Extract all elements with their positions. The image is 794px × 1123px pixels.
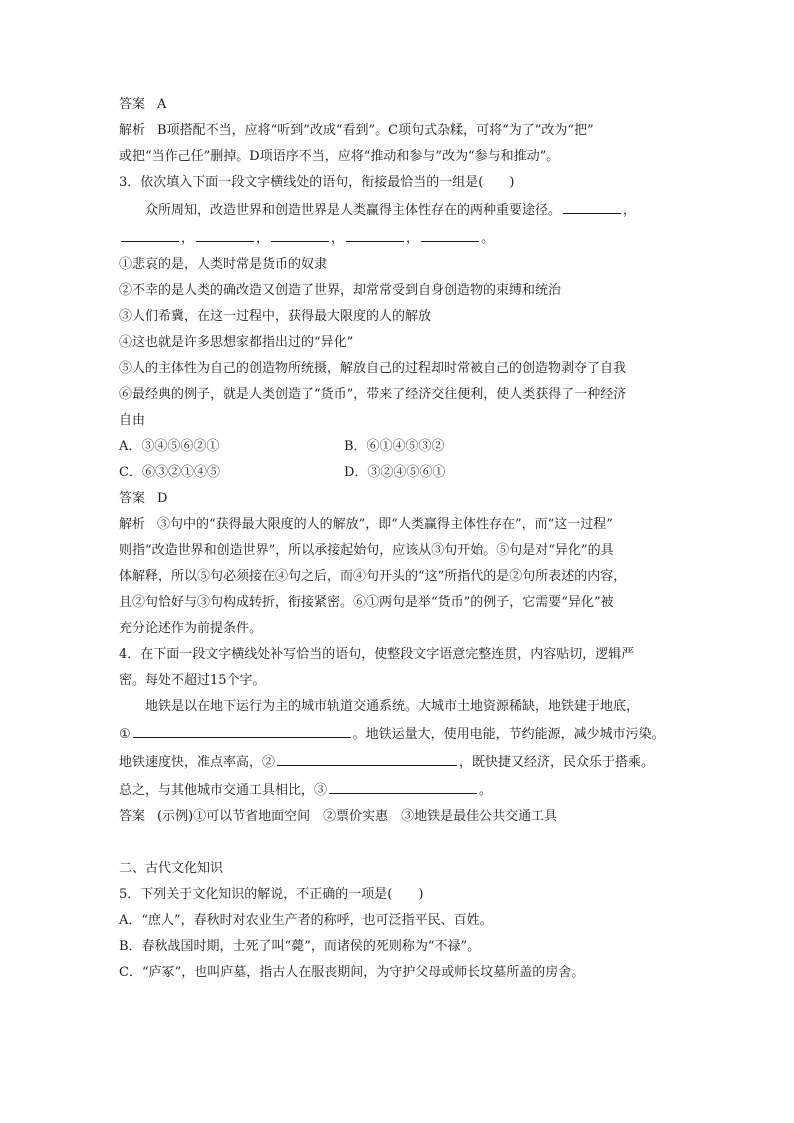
blank-2 bbox=[277, 748, 457, 766]
section-title: 二、古代文化知识 bbox=[119, 861, 224, 876]
q3-option-b: B．⑥①④⑤③② bbox=[344, 439, 445, 454]
q3-answer: 答案 D bbox=[119, 491, 168, 506]
blank-1 bbox=[133, 720, 351, 738]
blank bbox=[271, 224, 329, 242]
q5-stem: 5．下列关于文化知识的解说，不正确的一项是( ) bbox=[119, 887, 424, 902]
blank bbox=[421, 224, 479, 242]
q4-passage-line2: ① 。地铁运量大，使用电能，节约能源，减少城市污染。 bbox=[119, 720, 679, 748]
q4-stem-line1: 4．在下面一段文字横线处补写恰当的语句，使整段文字语意完整连贯，内容贴切，逻辑严 bbox=[119, 647, 635, 662]
q3-item-6: ⑥最经典的例子，就是人类创造了“货币”，带来了经济交往便利，使人类获得了一种经济 bbox=[119, 387, 627, 402]
document-page bbox=[119, 92, 679, 986]
q5-option-c: C．“庐冢”，也叫庐墓，指古人在服丧期间，为守护父母或师长坟墓所盖的房舍。 bbox=[119, 965, 585, 980]
q3-passage: 众所周知，改造世界和创造世界是人类赢得主体性存在的两种重要途径。 ， bbox=[119, 196, 679, 224]
q3-item-4: ④这也就是许多思想家都指出过的“异化” bbox=[119, 335, 354, 350]
q3-item-1: ①悲哀的是，人类时常是货币的奴隶 bbox=[119, 257, 328, 272]
q2-analysis-line1: 解析 B项搭配不当，应将“听到”改成“看到”。C项句式杂糅，可将“为了”改为“把” bbox=[119, 123, 594, 138]
q5-option-a: A．“庶人”，春秋时对农业生产者的称呼，也可泛指平民、百姓。 bbox=[119, 913, 493, 928]
q4-stem-line2: 密。每处不超过15个字。 bbox=[119, 673, 266, 688]
q3-options-row1 bbox=[119, 434, 679, 460]
blank bbox=[121, 224, 179, 242]
section-gap bbox=[119, 830, 679, 856]
q3-analysis-line1: 解析 ③句中的“获得最大限度的人的解放”，即“人类赢得主体性存在”，而“这一过程” bbox=[119, 517, 613, 532]
q2-answer: 答案 A bbox=[119, 97, 167, 112]
q3-option-d: D．③②④⑤⑥① bbox=[344, 465, 446, 480]
blank-3 bbox=[329, 776, 477, 794]
q2-analysis-line2: 或把“当作己任”删掉。D项语序不当，应将“推动和参与”改为“参与和推动”。 bbox=[119, 149, 560, 164]
q3-analysis-line4: 且②句恰好与③句构成转折，衔接紧密。⑥①两句是举“货币”的例子，它需要“异化”被 bbox=[119, 595, 614, 610]
q3-option-c: C．⑥③②①④⑤ bbox=[119, 465, 220, 480]
blank bbox=[563, 196, 621, 214]
q4-passage-line3: 地铁速度快，准点率高，② ，既快捷又经济，民众乐于搭乘。 bbox=[119, 748, 679, 776]
q3-item-6-cont: 自由 bbox=[119, 413, 146, 428]
q3-options-row2 bbox=[119, 460, 679, 486]
q3-analysis-line5: 充分论述作为前提条件。 bbox=[119, 621, 263, 636]
q5-option-b: B．春秋战国时期，士死了叫“薨”，而诸侯的死则称为“不禄”。 bbox=[119, 939, 481, 954]
q3-stem: 3．依次填入下面一段文字横线处的语句，衔接最恰当的一组是( ) bbox=[119, 175, 515, 190]
q3-option-a: A．③④⑤⑥②① bbox=[119, 439, 220, 454]
q4-answer: 答案 (示例)①可以节省地面空间 ②票价实惠 ③地铁是最佳公共交通工具 bbox=[119, 809, 558, 824]
q3-item-5: ⑤人的主体性为自己的创造物所统摄，解放自己的过程却时常被自己的创造物剥夺了自我 bbox=[119, 361, 627, 376]
q3-item-3: ③人们希冀，在这一过程中，获得最大限度的人的解放 bbox=[119, 309, 432, 324]
q3-item-2: ②不幸的是人类的确改造又创造了世界，却常常受到自身创造物的束缚和统治 bbox=[119, 283, 562, 298]
q3-analysis-line2: 则指“改造世界和创造世界”，所以承接起始句，应该从③句开始。⑤句是对“异化”的具 bbox=[119, 543, 614, 558]
blank bbox=[196, 224, 254, 242]
q4-passage-line1: 地铁是以在地下运行为主的城市轨道交通系统。大城市土地资源稀缺，地铁建于地底， bbox=[145, 699, 640, 714]
q3-blanks: ， ， ， ， 。 bbox=[119, 224, 679, 252]
q4-passage-line4: 总之，与其他城市交通工具相比，③ 。 bbox=[119, 776, 679, 804]
q3-analysis-line3: 体解释，所以⑤句必须接在④句之后，而④句开头的“这”所指代的是②句所表述的内容， bbox=[119, 569, 627, 584]
blank bbox=[346, 224, 404, 242]
